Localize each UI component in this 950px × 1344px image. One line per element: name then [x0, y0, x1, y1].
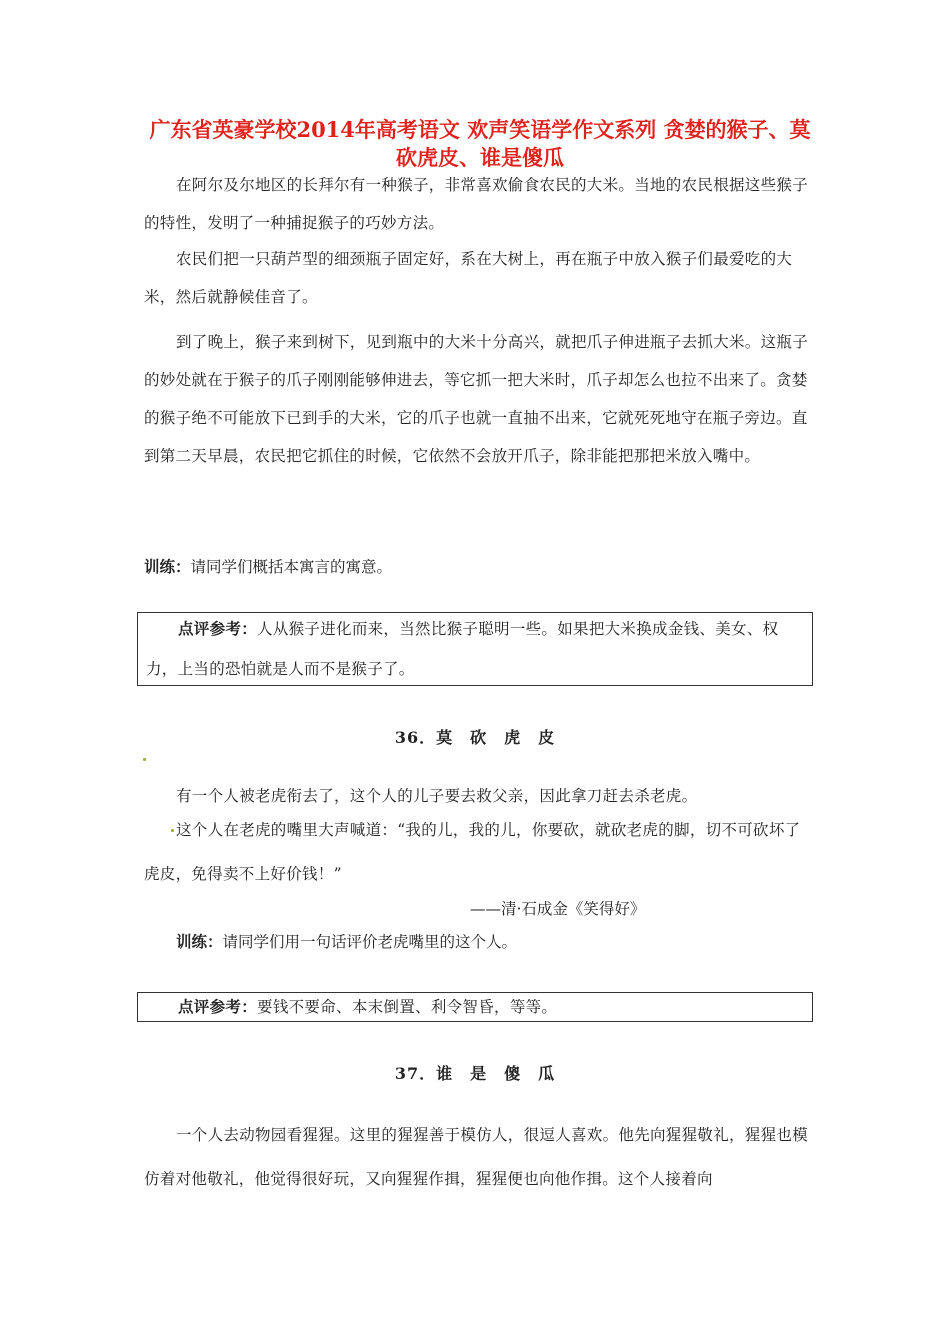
story3-paragraph-1: 一个人去动物园看猩猩。这里的猩猩善于模仿人，很逗人喜欢。他先向猩猩敬礼，猩猩也模仿着对他敬礼，他觉得很好玩，又向猩猩作揖，猩猩便也向他作揖。这个人接着向: [144, 1126, 809, 1188]
comment-label: 点评参考：: [178, 997, 258, 1016]
exercise-label: 训练：: [144, 557, 191, 576]
story3-heading: 37．谁 是 傻 瓜: [394, 1064, 556, 1083]
story1-paragraph-1: 在阿尔及尔地区的长拜尔有一种猴子，非常喜欢偷食农民的大米。当地的农民根据这些猴子的特性，发明了一种捕捉猴子的巧妙方法。: [144, 176, 809, 232]
story2-source: ——清·石成金《笑得好》: [470, 900, 646, 918]
story2-heading: 36．莫 砍 虎 皮: [394, 728, 556, 747]
document-title: 广东省英豪学校2014年高考语文 欢声笑语学作文系列 贪婪的猴子、莫砍虎皮、谁是傻瓜: [149, 117, 811, 170]
story1-paragraph-2: 农民们把一只葫芦型的细颈瓶子固定好，系在大树上，再在瓶子中放入猴子们最爱吃的大米，然后就静候佳音了。: [144, 250, 793, 306]
comment-text: 要钱不要命、本末倒置、利令智昏，等等。: [257, 998, 558, 1016]
story1-comment: [146, 609, 804, 689]
comment-text: 人从猴子进化而来，当然比猴子聪明一些。如果把大米换成金钱、美女、权力，上当的恐怕就是人而不是猴子了。: [146, 620, 779, 678]
story2-comment-box: [137, 992, 813, 1022]
story1-paragraph-3: 到了晚上，猴子来到树下，见到瓶中的大米十分高兴，就把爪子伸进瓶子去抓大米。这瓶子的妙处就在于猴子的爪子刚刚能够伸进去，等它抓一把大米时，爪子却怎么也拉不出来了。贪婪的猴子绝不可能放下已到手的大米，它的爪子也就一直抽不出来，它就死死地守在瓶子旁边。直到第二天早晨，农民把它抓住的时候，它依然不会放开爪子，除非能把那把米放入嘴中。: [144, 333, 809, 465]
exercise-text: 请同学们用一句话评价老虎嘴里的这个人。: [222, 933, 518, 951]
story2-exercise: [176, 931, 517, 953]
story2-comment: [146, 987, 804, 1027]
story1-comment-box: [137, 612, 813, 686]
story2-paragraph-2: 这个人在老虎的嘴里大声喊道：“我的儿，我的儿，你要砍，就砍老虎的脚，切不可砍坏了虎皮，免得卖不上好价钱！”: [144, 821, 801, 883]
exercise-text: 请同学们概括本寓言的寓意。: [190, 558, 393, 576]
story1-exercise: [144, 556, 392, 578]
comment-label: 点评参考：: [178, 619, 258, 638]
marker-dot: [171, 829, 174, 832]
marker-dot: [143, 758, 146, 761]
exercise-label: 训练：: [176, 932, 223, 951]
story2-paragraph-1: 有一个人被老虎衔去了，这个人的儿子要去救父亲，因此拿刀赶去杀老虎。: [176, 787, 698, 805]
